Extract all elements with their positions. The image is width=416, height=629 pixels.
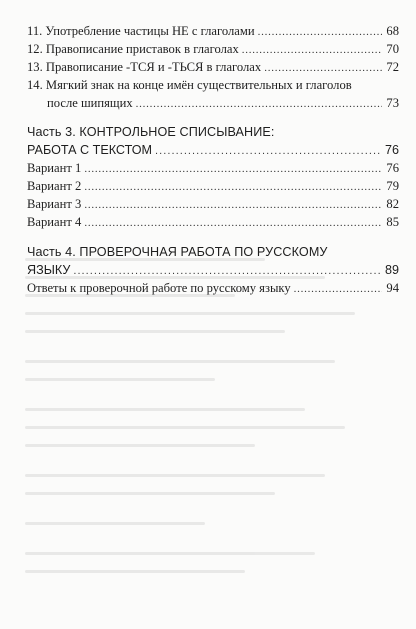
toc-entry-label-line1: 14. Мягкий знак на конце имён существительных и глаголов xyxy=(27,78,352,92)
toc-entry-page: 73 xyxy=(386,96,399,110)
dot-leader xyxy=(155,142,381,160)
answers-label: Ответы к проверочной работе по русскому языку xyxy=(27,281,291,295)
dot-leader xyxy=(84,160,382,178)
variant-page: 79 xyxy=(386,179,399,193)
toc-entry-page: 72 xyxy=(386,60,399,74)
toc-entry-label-line2: после шипящих xyxy=(47,96,133,110)
toc-entry-14-line2 xyxy=(27,94,399,112)
dot-leader xyxy=(84,178,382,196)
toc-variant-3[interactable] xyxy=(27,195,399,213)
toc-variant-4[interactable] xyxy=(27,213,399,231)
variant-label: Вариант 3 xyxy=(27,197,82,211)
part-3-title-line1: Часть 3. КОНТРОЛЬНОЕ СПИСЫВАНИЕ: xyxy=(27,125,275,139)
show-through-texture xyxy=(25,250,395,620)
answers-page: 94 xyxy=(386,281,399,295)
part-3-title-line2: РАБОТА С ТЕКСТОМ xyxy=(27,143,153,157)
variant-label: Вариант 2 xyxy=(27,179,82,193)
part-3-page: 76 xyxy=(384,143,399,157)
dot-leader xyxy=(242,41,383,59)
toc-variant-2[interactable] xyxy=(27,177,399,195)
toc-part-3[interactable] xyxy=(27,123,399,159)
part-4-page: 89 xyxy=(384,263,399,277)
dot-leader xyxy=(73,262,381,280)
toc-answers[interactable] xyxy=(27,279,399,297)
part-4-title-line2: ЯЗЫКУ xyxy=(27,263,71,277)
part-3-title-line2-row xyxy=(27,141,399,159)
toc-entry-label: 12. Правописание приставок в глаголах xyxy=(27,42,239,56)
dot-leader xyxy=(264,59,382,77)
variant-label: Вариант 1 xyxy=(27,161,82,175)
toc-entry-13[interactable] xyxy=(27,58,399,76)
variant-label: Вариант 4 xyxy=(27,215,82,229)
toc-variant-1[interactable] xyxy=(27,159,399,177)
toc-entry-label: 13. Правописание -ТСЯ и -ТЬСЯ в глаголах xyxy=(27,60,262,74)
variant-page: 82 xyxy=(386,197,399,211)
dot-leader xyxy=(258,23,383,41)
toc-entry-page: 70 xyxy=(386,42,399,56)
variant-page: 76 xyxy=(386,161,399,175)
part-4-title-line2-row xyxy=(27,261,399,279)
dot-leader xyxy=(84,196,382,214)
dot-leader xyxy=(136,95,383,113)
variant-page: 85 xyxy=(386,215,399,229)
toc-entry-14[interactable] xyxy=(27,76,399,112)
dot-leader xyxy=(84,214,382,232)
dot-leader xyxy=(294,280,383,298)
toc-part-4[interactable] xyxy=(27,243,399,279)
table-of-contents xyxy=(27,22,399,297)
toc-entry-11[interactable] xyxy=(27,22,399,40)
part-4-title-line1: Часть 4. ПРОВЕРОЧНАЯ РАБОТА ПО РУССКОМУ xyxy=(27,245,328,259)
toc-entry-label: 11. Употребление частицы НЕ с глаголами xyxy=(27,24,255,38)
toc-entry-12[interactable] xyxy=(27,40,399,58)
toc-entry-page: 68 xyxy=(386,24,399,38)
